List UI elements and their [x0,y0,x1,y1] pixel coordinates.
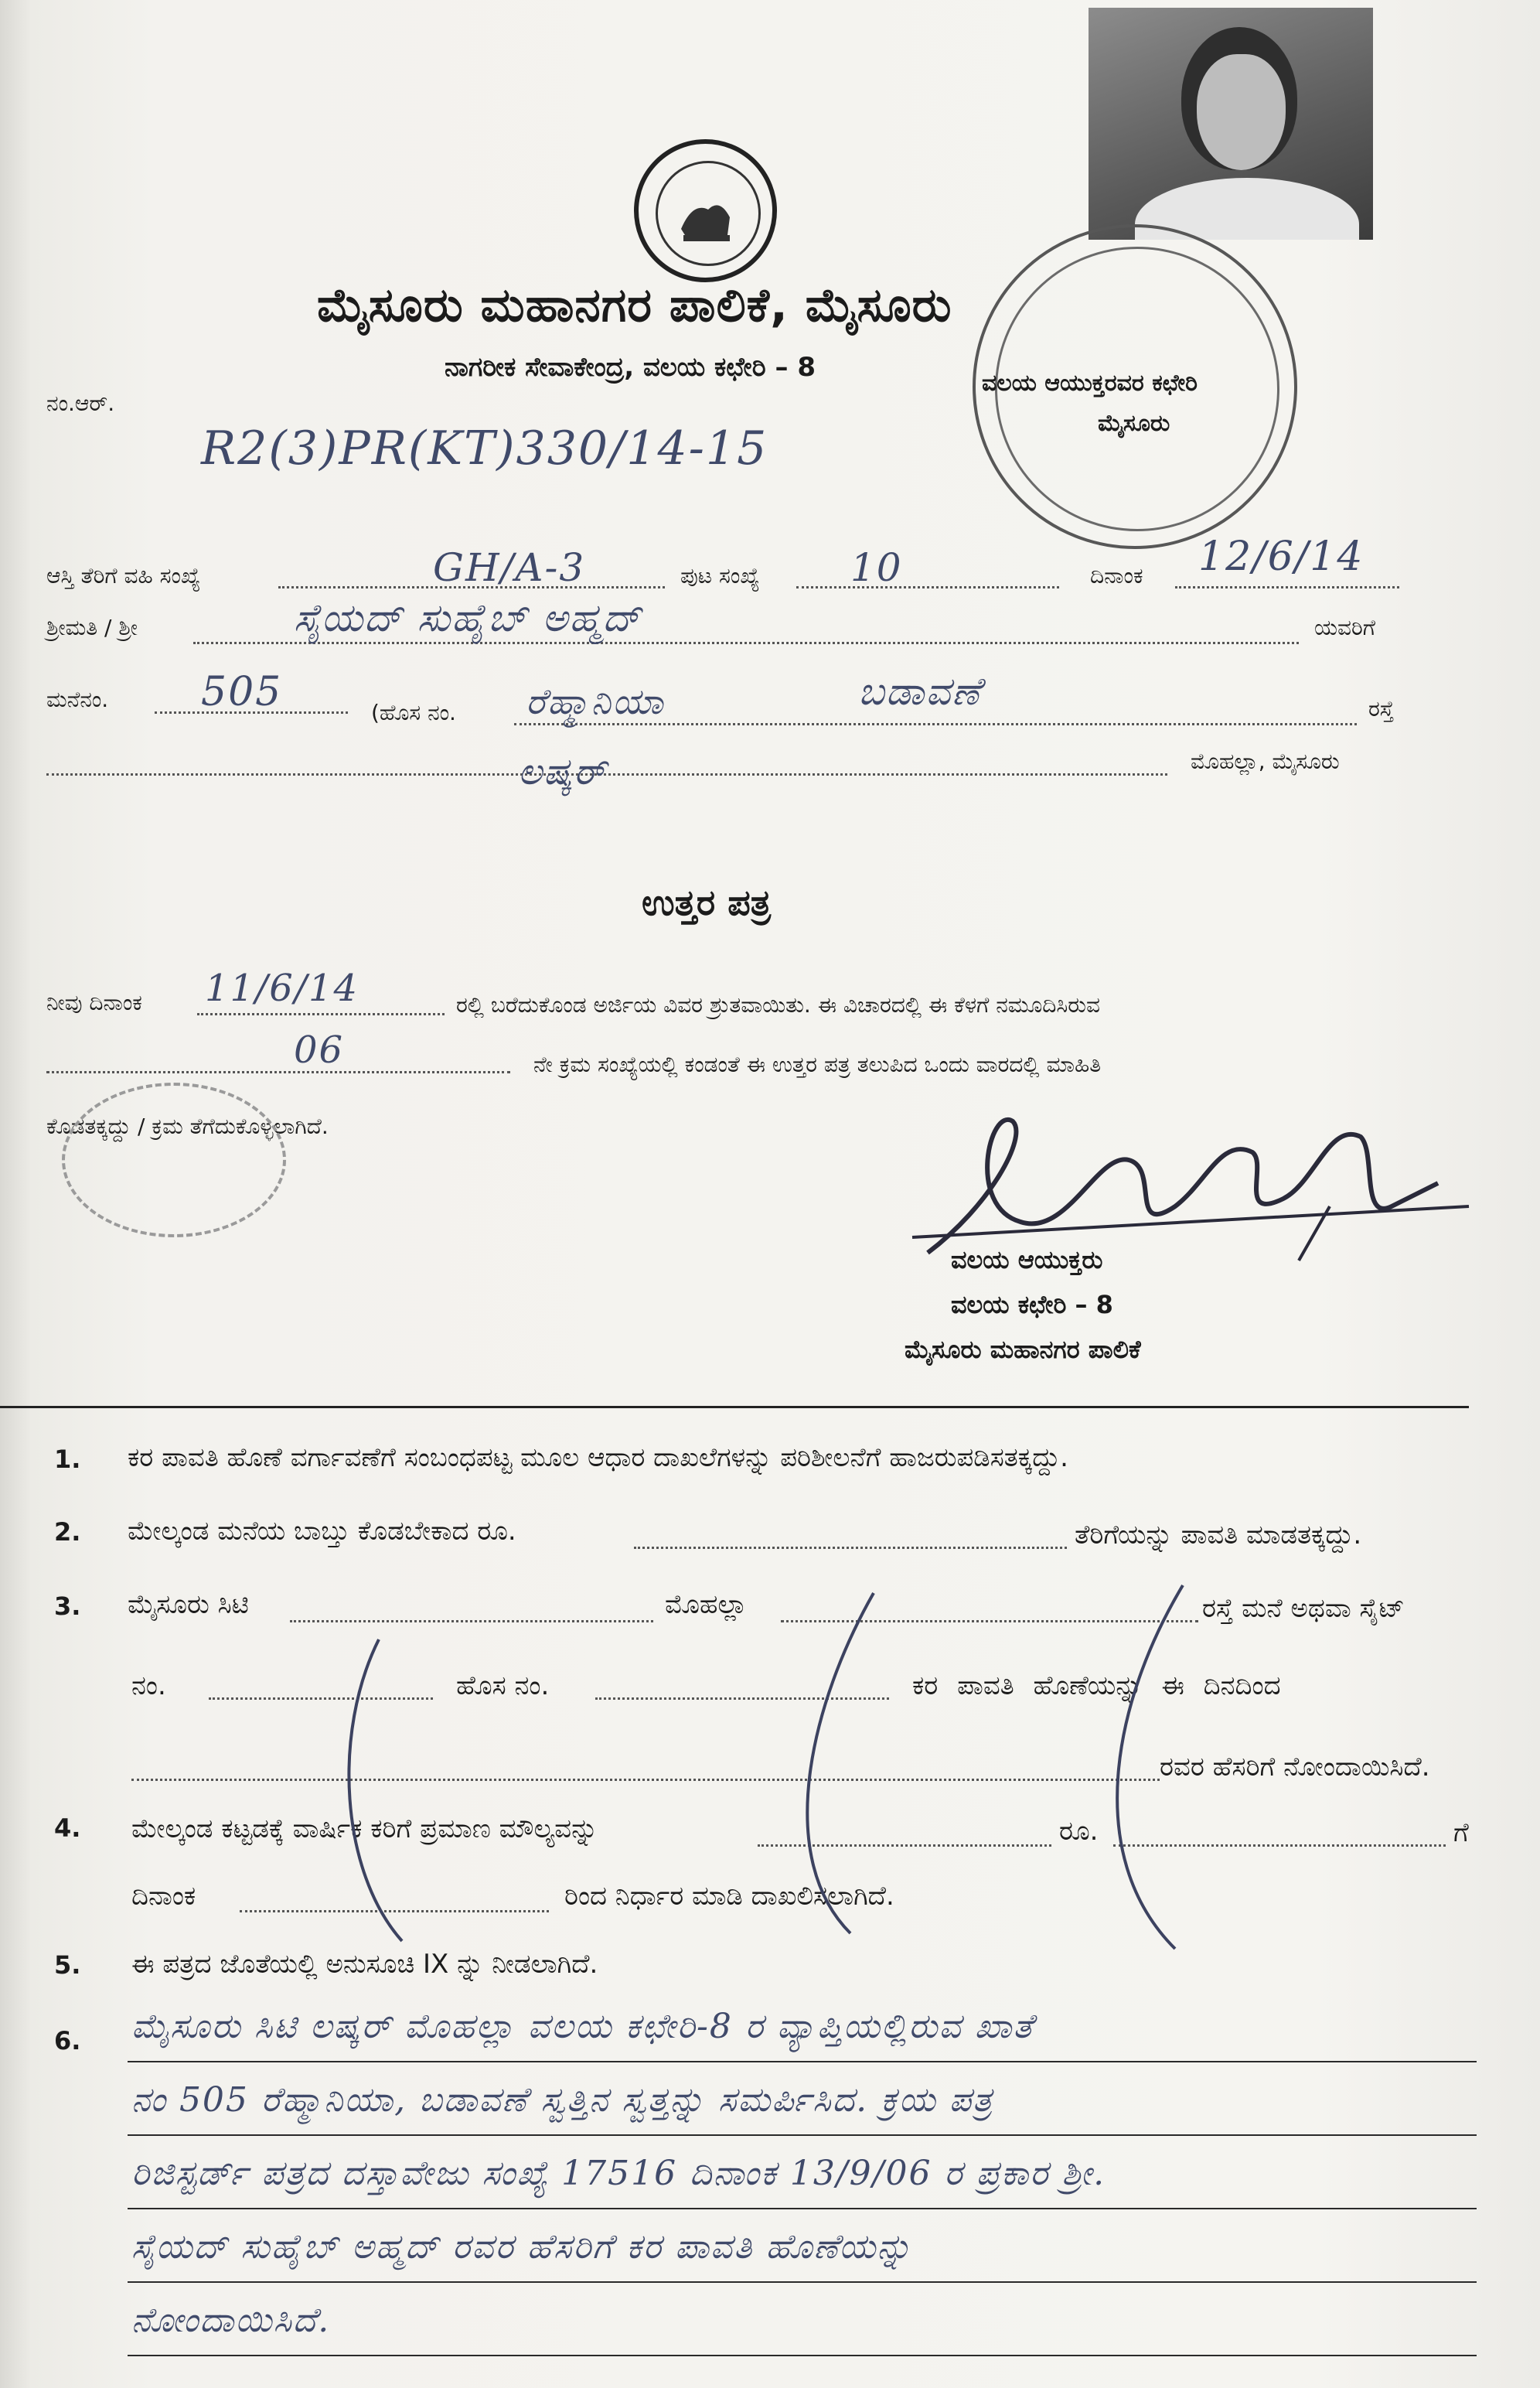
item-3-text-c: ರಸ್ತೆ ಮನೆ ಅಥವಾ ಸೈಟ್ [1202,1593,1405,1624]
item-4-text-a: ಮೇಲ್ಕಂಡ ಕಟ್ಟಡಕ್ಕೆ ವಾರ್ಷಿಕ ಕರಿಗೆ ಪ್ರಮಾಣ ಮೌಲ್ಯವನ್ನು [131,1813,598,1844]
item-5-text: ಈ ಪತ್ರದ ಜೊತೆಯಲ್ಲಿ ಅನುಸೂಚಿ IX ನ್ನು ನೀಡಲಾಗಿದೆ. [131,1949,598,1980]
signatory-org: ಮೈಸೂರು ಮಹಾನಗರ ಪಾಲಿಕೆ [905,1335,1141,1364]
item-2-text-a: ಮೇಲ್ಕಂಡ ಮನೆಯ ಬಾಬ್ತು ಕೊಡಬೇಕಾದ ರೂ. [128,1516,516,1547]
house-value: 505 [201,669,283,715]
item-3-text-g: ರವರ ಹೆಸರಿಗೆ ನೋಂದಾಯಿಸಿದೆ. [1160,1752,1430,1782]
register-value: GH/A-3 [433,545,586,590]
section-divider [0,1406,1469,1408]
reply-date-value: 11/6/14 [205,967,359,1010]
name-value: ಸೈಯದ್ ಸುಹೈಬ್ ಅಹ್ಮದ್ [294,595,642,640]
emblem-seal-icon [634,139,777,282]
reply-heading: ಉತ್ತರ ಪತ್ರ [642,882,772,923]
stamp-text-office: ವಲಯ ಆಯುಕ್ತರವರ ಕಛೇರಿ [982,370,1198,397]
stamp-text-city: ಮೈಸೂರು [1098,410,1170,437]
cross-out-strokes [309,1578,1237,1980]
item-6-line-3: ರಿಜಿಸ್ಟರ್ಡ್ ಪತ್ರದ ದಸ್ತಾವೇಜು ಸಂಖ್ಯೆ 17516 ದಿನಾಂಕ 13/9/06 ರ ಪ್ರಕಾರ ಶ್ರೀ. [131,2154,1106,2193]
page-label: ಪುಟ ಸಂಖ್ಯೆ [680,563,760,588]
area-value: ಲಷ್ಕರ್ [518,750,608,793]
page-subtitle: ನಾಗರೀಕ ಸೇವಾಕೇಂದ್ರ, ವಲಯ ಕಛೇರಿ – 8 [445,352,816,383]
item-4-text-b: ರೂ. [1059,1816,1099,1847]
date-value: 12/6/14 [1198,534,1365,580]
reply-line2: ನೇ ಕ್ರಮ ಸಂಖ್ಯೆಯಲ್ಲಿ ಕಂಡಂತೆ ಈ ಉತ್ತರ ಪತ್ರ ತಲುಪಿದ ಒಂದು ವಾರದಲ್ಲಿ ಮಾಹಿತಿ [533,1052,1102,1077]
page-title: ಮೈಸೂರು ಮಹಾನಗರ ಪಾಲಿಕೆ, ಮೈಸೂರು [317,278,952,333]
item-2-text-b: ತೆರಿಗೆಯನ್ನು ಪಾವತಿ ಮಾಡತಕ್ಕದ್ದು. [1075,1520,1362,1550]
item-number: 4. [54,1813,81,1843]
item-number: 2. [54,1517,81,1547]
item-3-text-e: ಹೊಸ ನಂ. [456,1670,550,1701]
item-4-text-e: ರಿಂದ ನಿರ್ಧಾರ ಮಾಡಿ ದಾಖಲಿಸಲಾಗಿದೆ. [564,1881,894,1912]
ref-number: R2(3)PR(KT)330/14-15 [201,421,768,476]
item-6-line-5: ನೋಂದಾಯಿಸಿದೆ. [131,2301,331,2340]
faint-stamp [62,1083,286,1237]
register-label: ಆಸ್ತಿ ತೆರಿಗೆ ವಹಿ ಸಂಖ್ಯೆ [46,563,201,588]
item-3-text-b: ಮೊಹಲ್ಲಾ [665,1589,748,1620]
name-label: ಶ್ರೀಮತಿ / ಶ್ರೀ [46,615,138,640]
date-label: ದಿನಾಂಕ [1090,563,1143,588]
applicant-photo [1089,8,1373,240]
mohalla-suffix: ಮೊಹಲ್ಲಾ, ಮೈಸೂರು [1191,749,1340,774]
house-label: ಮನೆನಂ. [46,687,109,712]
item-number: 6. [54,2026,81,2055]
item-3-text-d: ನಂ. [131,1670,166,1701]
item-3-text-f: ಕರ ಪಾವತಿ ಹೊಣೆಯನ್ನು ಈ ದಿನದಿಂದ [912,1670,1281,1701]
item-number: 3. [54,1591,81,1621]
street-value: ಬಡಾವಣೆ [858,669,982,714]
signatory-title: ವಲಯ ಆಯುಕ್ತರು [951,1245,1103,1274]
page-value: 10 [850,545,903,590]
reply-item-number: 06 [294,1029,345,1072]
item-1-text: ಕರ ಪಾವತಿ ಹೊಣೆ ವರ್ಗಾವಣೆಗೆ ಸಂಬಂಧಪಟ್ಟ ಮೂಲ ಆಧಾರ ದಾಖಲೆಗಳನ್ನು ಪರಿಶೀಲನೆಗೆ ಹಾಜರುಪಡಿಸತಕ್ಕದ್ದು. [128,1442,1068,1473]
street-suffix: ರಸ್ತೆ [1368,696,1395,722]
new-no-value: ರೆಹ್ಮಾನಿಯಾ [526,681,665,722]
ref-label: ನಂ.ಆರ್. [46,391,115,416]
item-6-line-1: ಮೈಸೂರು ಸಿಟಿ ಲಷ್ಕರ್ ಮೊಹಲ್ಲಾ ವಲಯ ಕಛೇರಿ-8 ರ ವ್ಯಾಪ್ತಿಯಲ್ಲಿರುವ ಖಾತೆ [131,2007,1034,2046]
item-number: 5. [54,1950,81,1980]
item-6-line-4: ಸೈಯದ್ ಸುಹೈಬ್ ಅಹ್ಮದ್ ರವರ ಹೆಸರಿಗೆ ಕರ ಪಾವತಿ ಹೊಣೆಯನ್ನು [131,2227,913,2267]
item-4-text-c: ಗೆ [1453,1817,1469,1848]
item-number: 1. [54,1445,81,1474]
reply-date-label: ನೀವು ದಿನಾಂಕ [46,990,142,1015]
reply-line1: ರಲ್ಲಿ ಬರೆದುಕೊಂಡ ಅರ್ಜಿಯ ವಿವರ ಶ್ರುತವಾಯಿತು. ಈ ವಿಚಾರದಲ್ಲಿ ಈ ಕೆಳಗೆ ನಮೂದಿಸಿರುವ [456,992,1100,1018]
signatory-office: ವಲಯ ಕಛೇರಿ – 8 [951,1290,1113,1319]
item-3-text-a: ಮೈಸೂರು ಸಿಟಿ [128,1589,249,1620]
reply-line3: ಕೊಡತಕ್ಕದ್ದು / ಕ್ರಮ ತೆಗೆದುಕೊಳ್ಳಲಾಗಿದೆ. [46,1114,329,1139]
name-suffix: ಯವರಿಗೆ [1314,615,1376,640]
item-6-line-2: ನಂ 505 ರೆಹ್ಮಾನಿಯಾ, ಬಡಾವಣೆ ಸ್ವತ್ತಿನ ಸ್ವತ್ತನ್ನು ಸಮರ್ಪಿಸಿದ. ಕ್ರಯ ಪತ್ರ [131,2080,994,2120]
item-4-text-d: ದಿನಾಂಕ [131,1881,196,1912]
new-no-label: (ಹೊಸ ನಂ. [371,700,456,725]
